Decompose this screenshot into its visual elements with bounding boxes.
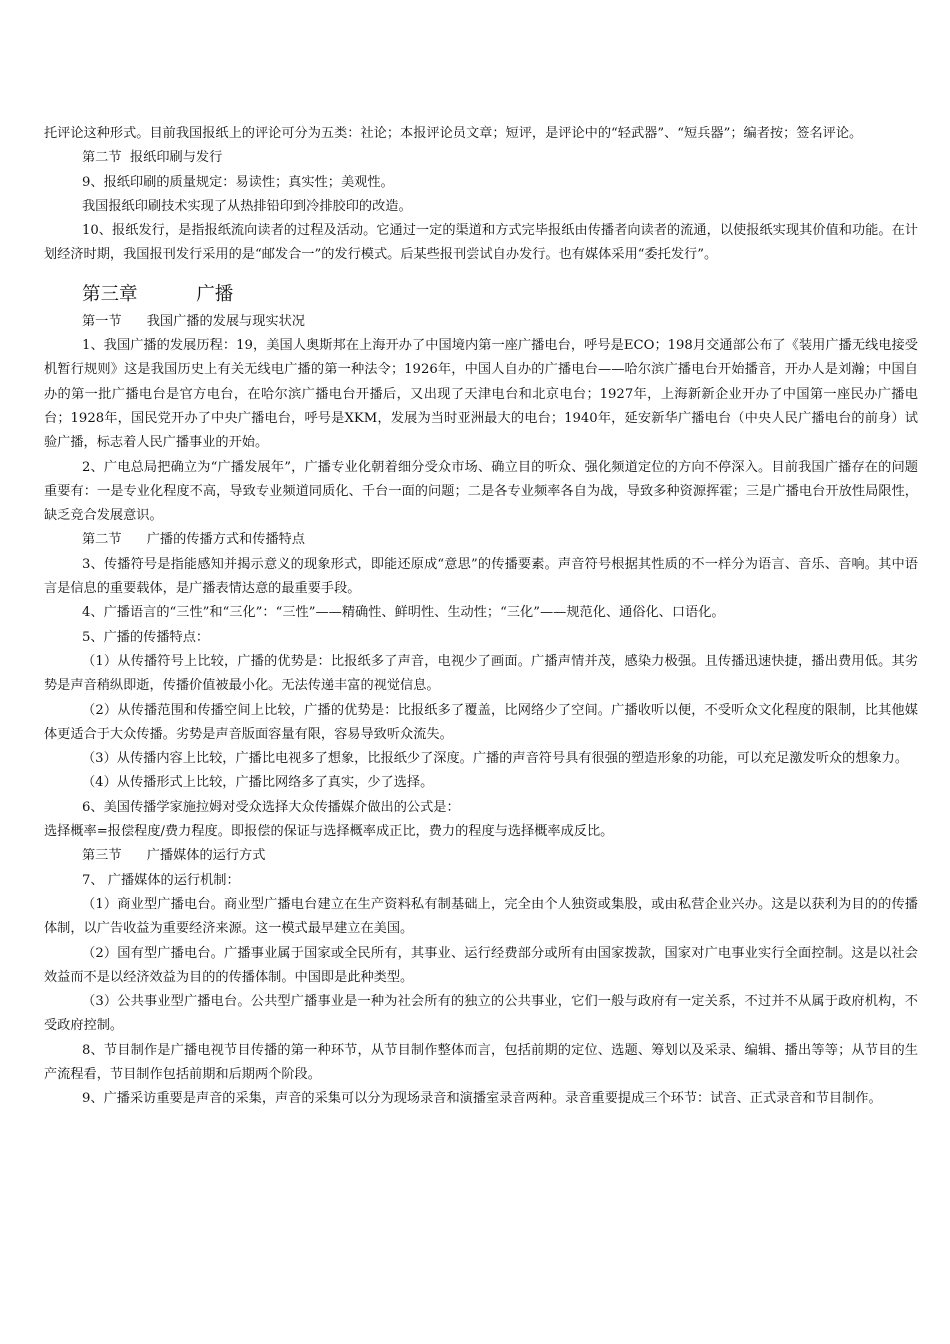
paragraph: 5、广播的传播特点： bbox=[82, 629, 210, 645]
paragraph: 1、我国广播的发展历程：19，美国人奥斯邦在上海开办了中国境内第一座广播电台，呼号是ECO；198月交通部公布了《装用广播无线电接受机暂行规则》这是我国历史上有关无线电广播的第一种法令；1926年，中国人自办的广播电台——哈尔滨广播电台开始播音，开办人是刘瀚；中国自办的第一批广播电台是官方电台，在哈尔滨广播电台开播后，又出现了天津电台和北京电台；1927年，上海新新企业开办了中国第一座民办广播电台；1928年，国民党开办了中央广播电台，呼号是XKM，发展为当时亚洲最大的电台；1940年，延安新华广播电台（中央人民广播电台的前身）试验广播，标志着人民广播事业的开始。 bbox=[44, 338, 918, 451]
chapter-heading: 第三章 广播 bbox=[82, 283, 234, 305]
section-heading: 第三节 广播媒体的运行方式 bbox=[82, 848, 266, 864]
paragraph: （4）从传播形式上比较，广播比网络多了真实，少了选择。 bbox=[82, 775, 434, 791]
section-heading: 第二节 报纸印刷与发行 bbox=[82, 150, 223, 166]
paragraph: （1）从传播符号上比较，广播的优势是：比报纸多了声音，电视少了画面。广播声情并茂，感染力极强。且传播迅速快捷，播出费用低。其劣势是声音稍纵即逝，传播价值被最小化。无法传递丰富的视觉信息。 bbox=[44, 653, 918, 694]
paragraph: 2、广电总局把确立为“广播发展年”，广播专业化朝着细分受众市场、确立目的听众、强化频道定位的方向不停深入。目前我国广播存在的问题重要有：一是专业化程度不高，导致专业频道同质化、千台一面的问题；二是各专业频率各自为战，导致多种资源挥霍；三是广播电台开放性局限性，缺乏竞合发展意识。 bbox=[44, 459, 918, 524]
paragraph: （1）商业型广播电台。商业型广播电台建立在生产资料私有制基础上，完全由个人独资或集股，或由私营企业兴办。这是以获利为目的的传播体制，以广告收益为重要经济来源。这一模式最早建立在美国。 bbox=[44, 896, 918, 937]
paragraph: 托评论这种形式。目前我国报纸上的评论可分为五类：社论；本报评论员文章；短评，是评论中的“轻武器”、“短兵器”；编者按；签名评论。 bbox=[44, 126, 863, 141]
paragraph: 7、 广播媒体的运行机制： bbox=[82, 872, 240, 888]
paragraph: （2）从传播范围和传播空间上比较，广播的优势是：比报纸多了覆盖，比网络少了空间。广播收听以便，不受听众文化程度的限制，比其他媒体更适合于大众传播。劣势是声音版面容量有限，容易导致听众流失。 bbox=[44, 702, 918, 742]
formula-line: 选择概率=报偿程度/费力程度。即报偿的保证与选择概率成正比，费力的程度与选择概率成反比。 bbox=[44, 824, 614, 840]
paragraph: 10、报纸发行，是指报纸流向读者的过程及活动。它通过一定的渠道和方式完毕报纸由传播者向读者的流通，以使报纸实现其价值和功能。在计划经济时期，我国报刊发行采用的是“邮发合一”的发行模式。后某些报刊尝试自办发行。也有媒体采用“委托发行”。 bbox=[44, 223, 918, 263]
paragraph: 9、广播采访重要是声音的采集，声音的采集可以分为现场录音和演播室录音两种。录音重要提成三个环节：试音、正式录音和节目制作。 bbox=[82, 1091, 882, 1107]
paragraph: 6、美国传播学家施拉姆对受众选择大众传播媒介做出的公式是： bbox=[82, 799, 460, 815]
paragraph: 3、传播符号是指能感知并揭示意义的现象形式，即能还原成“意思”的传播要素。声音符号根据其性质的不一样分为语言、音乐、音响。其中语言是信息的重要载体，是广播表情达意的最重要手段。 bbox=[44, 556, 918, 597]
paragraph: （2）国有型广播电台。广播事业属于国家或全民所有，其事业、运行经费部分或所有由国家拨款，国家对广电事业实行全面控制。这是以社会效益而不是以经济效益为目的的传播体制。中国即是此种类型。 bbox=[44, 945, 918, 985]
section-heading: 第一节 我国广播的发展与现实状况 bbox=[82, 313, 305, 329]
paragraph: 4、广播语言的“三性”和“三化”：“三性”——精确性、鲜明性、生动性；“三化”——规范化、通俗化、口语化。 bbox=[82, 605, 725, 621]
paragraph: 我国报纸印刷技术实现了从热排铅印到冷排胶印的改造。 bbox=[82, 198, 412, 214]
paragraph: （3）从传播内容上比较，广播比电视多了想象，比报纸少了深度。广播的声音符号具有很强的塑造形象的功能，可以充足激发听众的想象力。 bbox=[82, 751, 909, 767]
paragraph: （3）公共事业型广播电台。公共型广播事业是一种为社会所有的独立的公共事业，它们一般与政府有一定关系，不过并不从属于政府机构，不受政府控制。 bbox=[44, 994, 918, 1034]
section-heading: 第二节 广播的传播方式和传播特点 bbox=[82, 532, 305, 548]
paragraph: 9、报纸印刷的质量规定：易读性；真实性；美观性。 bbox=[82, 174, 394, 190]
paragraph: 8、节目制作是广播电视节目传播的第一种环节，从节目制作整体而言，包括前期的定位、选题、筹划以及采录、编辑、播出等等；从节目的生产流程看，节目制作包括前期和后期两个阶段。 bbox=[44, 1042, 918, 1082]
spacer bbox=[44, 268, 918, 280]
document-body bbox=[44, 122, 918, 1112]
